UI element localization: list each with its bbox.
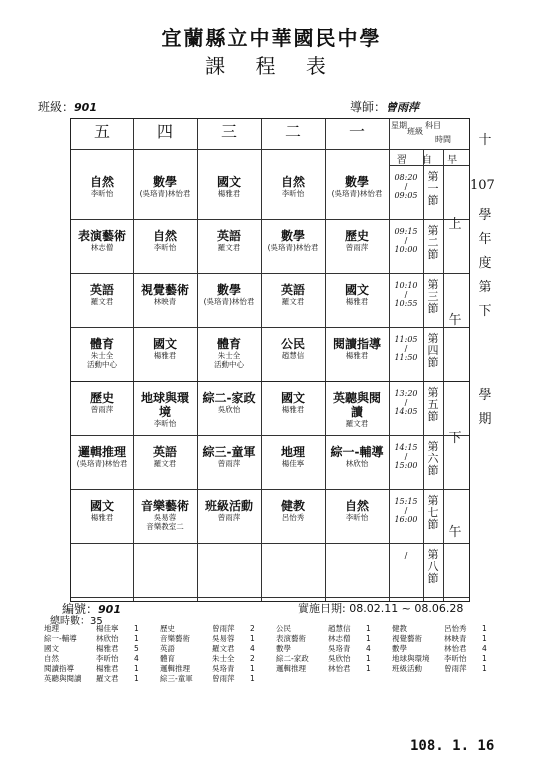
day-header-4: 二 [284,122,301,141]
summary-hours: 1 [250,674,255,683]
teacher-name: 李昕怡 [281,189,305,198]
summary-hours: 2 [250,624,255,633]
summary-teacher: 呂怡秀 [444,624,467,633]
class-cell [71,283,133,306]
period-label-6 [426,441,440,477]
summary-teacher: 林映青 [444,634,467,643]
summary-hours: 1 [366,664,371,673]
summary-subject: 視覺藝術 [392,634,422,643]
period-time-7 [389,497,423,524]
subject-name: 自然 [344,499,369,513]
summary-teacher: 楊佳寧 [96,624,119,633]
subject-name: 英聽與閱 [332,391,381,405]
period-time-3 [389,281,423,308]
summary-teacher: 曾雨萍 [444,664,467,673]
class-cell [71,499,133,522]
teacher-name: 羅文君 [217,243,241,252]
subject-name: 歷史 [89,391,114,405]
class-cell [325,229,389,252]
period-time-8 [389,551,423,560]
term-char: 期 [478,412,492,427]
teacher-name: 林志僧 [90,243,114,252]
summary-subject: 英語 [160,644,175,653]
teacher-name: 趙慧信 [281,351,305,360]
period-label-char: 三 [427,290,439,303]
subject-name: 英語 [152,445,177,459]
class-cell [261,229,325,252]
period-label-char: 第 [427,224,439,237]
class-cell [325,445,389,468]
subject-name: 表演藝術 [77,229,126,243]
subject-name: 綜一-輔導 [330,445,384,459]
time-separator: / [404,452,408,461]
class-cell [197,229,261,252]
summary-subject: 體育 [160,654,175,663]
summary-subject: 數學 [392,644,407,653]
period-label-char: 四 [427,344,439,357]
subject-name: 國文 [216,175,241,189]
period-label-char: 節 [427,410,439,423]
teacher-name: 曾雨萍 [90,405,114,414]
summary-hours: 1 [366,634,371,643]
corner-class: 班級 [407,127,423,136]
summary-hours: 4 [482,644,487,653]
summary-teacher: 吳珞青 [212,664,235,673]
summary-subject: 數學 [276,644,291,653]
period-label-char: 節 [427,248,439,261]
class-cell [71,175,133,198]
grid-hline [71,435,469,436]
class-cell [261,391,325,414]
timetable-grid [70,118,470,602]
summary-subject: 地球與環境 [392,654,430,663]
summary-teacher: 李昕怡 [444,654,467,663]
summary-subject: 綜二-家政 [276,654,309,663]
class-cell [71,391,133,414]
class-cell [197,337,261,369]
term-char: 年 [478,232,492,247]
class-cell [71,229,133,252]
period-start: 11:05 [394,335,418,344]
period-start: 13:20 [394,389,418,398]
teacher-name: 楊佳寧 [281,459,305,468]
summary-hours: 1 [366,624,371,633]
day-header-5: 一 [348,122,365,141]
period-end: 14:05 [394,407,418,416]
subject-name: 視覺藝術 [140,283,189,297]
grid-hline [71,597,469,598]
teacher-name: 吳欣怡 [217,405,241,414]
subject-name: 自然 [152,229,177,243]
summary-hours: 1 [482,664,487,673]
subject-name: 地理 [280,445,305,459]
teacher-name: 曾雨萍 [345,243,369,252]
class-cell [325,175,389,198]
subject-name: 自然 [89,175,114,189]
grid-vline [423,149,424,601]
class-cell [133,337,197,360]
summary-teacher: 李昕怡 [96,654,119,663]
subject-name: 綜三-童軍 [202,445,256,459]
teacher-name: 吳易蓉 [153,513,177,522]
period-start: 10:10 [394,281,418,290]
subject-name-cont: 境 [158,405,171,419]
class-cell [325,337,389,360]
class-cell [261,283,325,306]
teacher-name: 楊雅君 [345,351,369,360]
page-title: 課 程 表 [205,54,338,78]
subject-name: 國文 [280,391,305,405]
period-label-char: 一 [427,182,439,195]
class-cell [133,229,197,252]
self-study-label: 習 自 早 [396,155,464,166]
subject-name: 歷史 [344,229,369,243]
class-info [38,98,97,115]
corner-header [389,119,471,149]
term-char: 度 [478,256,492,271]
grid-hline [71,543,469,544]
period-label-char: 第 [427,170,439,183]
period-end: 16:00 [394,515,418,524]
summary-teacher: 林欣怡 [96,634,119,643]
hours-label: 總時數： [50,616,90,627]
period-label-char: 節 [427,464,439,477]
time-separator: / [404,344,408,353]
summary-teacher: 曾雨萍 [212,674,235,683]
period-end: 15:00 [394,461,418,470]
class-cell [197,445,261,468]
teacher-name: 羅文君 [345,419,369,428]
class-cell [261,499,325,522]
period-label-char: 六 [427,452,439,465]
teacher-name: (吳珞青)林怡君 [76,459,128,468]
summary-hours: 1 [482,634,487,643]
grid-hline [71,219,469,220]
period-label-1 [426,171,440,207]
period-time-4 [389,335,423,362]
summary-teacher: 羅文君 [96,674,119,683]
period-label-8 [426,549,440,585]
teacher-name: 林欣怡 [345,459,369,468]
teacher-name: 李昕怡 [90,189,114,198]
summary-subject: 地理 [44,624,59,633]
summary-teacher: 趙慧信 [328,624,351,633]
summary-teacher: 楊雅君 [96,664,119,673]
subject-name: 英語 [216,229,241,243]
summary-hours: 1 [482,624,487,633]
subject-name: 班級活動 [204,499,253,513]
class-cell [133,283,197,306]
teacher-name: (吳珞青)林怡君 [267,243,319,252]
subject-name: 數學 [216,283,241,297]
summary-teacher: 朱士全 [212,654,235,663]
subject-name: 自然 [280,175,305,189]
period-label-char: 節 [427,518,439,531]
time-separator: / [404,506,408,515]
class-cell [197,175,261,198]
summary-teacher: 林志僧 [328,634,351,643]
subject-name-cont: 讀 [350,405,363,419]
period-label-char: 二 [427,236,439,249]
code-label: 編號： [62,602,99,616]
teacher-name: 楊雅君 [153,351,177,360]
class-cell [261,175,325,198]
period-label-char: 第 [427,440,439,453]
summary-subject: 班級活動 [392,664,422,673]
period-time-6 [389,443,423,470]
period-end: 10:00 [394,245,418,254]
mentor-value: 曾雨萍 [386,101,420,114]
period-start: 15:15 [394,497,418,506]
grid-hline [71,273,469,274]
subject-name: 公民 [280,337,305,351]
teacher-name: (吳珞青)林怡君 [139,189,191,198]
corner-week: 星期 [391,121,407,130]
period-end: 11:50 [394,353,418,362]
subject-name: 綜二-家政 [202,391,256,405]
period-label-char: 第 [427,494,439,507]
school-name: 宜蘭縣立中華國民中學 [161,26,382,50]
teacher-name: (吳珞青)林怡君 [331,189,383,198]
summary-subject: 公民 [276,624,291,633]
period-label-3 [426,279,440,315]
summary-subject: 閱讀指導 [44,664,74,673]
day-header-1: 五 [93,122,110,141]
class-cell [133,175,197,198]
class-cell [325,283,389,306]
subject-name: 地球與環 [140,391,189,405]
teacher-name: 楊雅君 [217,189,241,198]
period-label-2 [426,225,440,261]
summary-hours: 1 [482,654,487,663]
summary-teacher: 吳易蓉 [212,634,235,643]
period-label-char: 節 [427,572,439,585]
teacher-name: 楊雅君 [281,405,305,414]
subject-name: 英語 [280,283,305,297]
subject-name: 音樂藝術 [140,499,189,513]
summary-subject: 音樂藝術 [160,634,190,643]
period-time-2 [389,227,423,254]
summary-subject: 邏輯推理 [276,664,306,673]
hours-value: 35 [90,616,103,627]
term-char: 學 [478,208,492,223]
summary-hours: 1 [250,634,255,643]
subject-name: 健教 [280,499,305,513]
subject-name: 國文 [344,283,369,297]
mentor-label: 導師： [350,100,387,114]
teacher-name: 楊雅君 [90,513,114,522]
class-cell [71,445,133,468]
grid-hline [71,327,469,328]
period-end: 10:55 [394,299,418,308]
class-cell [197,391,261,414]
time-separator: / [404,182,408,191]
period-label-5 [426,387,440,423]
teacher-name: 羅文君 [153,459,177,468]
class-cell [197,499,261,522]
class-cell [325,499,389,522]
term-char: 學 [478,388,492,403]
summary-teacher: 吳欣怡 [328,654,351,663]
summary-hours: 2 [250,654,255,663]
class-value: 901 [74,101,97,114]
effective-dates: 實施日期: 08.02.11 ~ 08.06.28 [298,602,464,615]
teacher-name: 呂怡秀 [281,513,305,522]
period-label-char: 第 [427,278,439,291]
summary-hours: 1 [134,624,139,633]
summary-teacher: 羅文君 [212,644,235,653]
summary-hours: 5 [134,644,139,653]
time-separator: / [404,236,408,245]
time-separator: / [404,551,408,560]
afternoon-label: 下 [448,431,462,446]
period-label-char: 五 [427,398,439,411]
term-char: 下 [478,304,492,319]
period-label-char: 第 [427,386,439,399]
class-cell [261,337,325,360]
teacher-name: 曾雨萍 [217,513,241,522]
day-header-3: 三 [220,122,237,141]
day-header-2: 四 [156,122,173,141]
teacher-name: 羅文君 [281,297,305,306]
period-label-char: 八 [427,560,439,573]
time-separator: / [404,398,408,407]
summary-hours: 4 [250,644,255,653]
grid-hline [71,381,469,382]
morning-label: 午 [448,313,462,328]
subject-name: 數學 [344,175,369,189]
grid-hline [71,149,469,150]
teacher-name: 楊雅君 [345,297,369,306]
teacher-name: 李昕怡 [153,243,177,252]
class-cell [197,283,261,306]
date-stamp: 108. 1. 16 [410,738,495,754]
period-time-5 [389,389,423,416]
class-cell [325,391,389,428]
school-year: 107 [470,178,495,193]
period-label-char: 節 [427,302,439,315]
room-name: 音樂教室二 [146,522,184,531]
period-label-char: 七 [427,506,439,519]
summary-hours: 1 [134,664,139,673]
subject-name: 國文 [152,337,177,351]
teacher-name: 朱士全 [217,351,241,360]
morning-label: 上 [448,217,462,232]
class-cell [133,391,197,428]
summary-subject: 自然 [44,654,59,663]
summary-subject: 國文 [44,644,59,653]
mentor-info [350,98,419,115]
summary-teacher: 曾雨萍 [212,624,235,633]
subject-name: 數學 [152,175,177,189]
afternoon-label: 午 [448,525,462,540]
teacher-name: (吳珞青)林怡君 [203,297,255,306]
subject-name: 英語 [89,283,114,297]
period-end: 09:05 [394,191,418,200]
subject-name: 數學 [280,229,305,243]
period-start: 14:15 [394,443,418,452]
summary-hours: 4 [134,654,139,663]
subject-name: 體育 [216,337,241,351]
teacher-name: 羅文君 [90,297,114,306]
summary-subject: 綜一-輔導 [44,634,77,643]
period-start: 08:20 [394,173,418,182]
class-label: 班級： [38,100,75,114]
summary-subject: 英聽與閱讀 [44,674,82,683]
room-name: 活動中心 [87,360,117,369]
class-cell [133,445,197,468]
summary-teacher: 楊雅君 [96,644,119,653]
summary-teacher: 林怡君 [328,664,351,673]
teacher-name: 朱士全 [90,351,114,360]
period-start: 09:15 [394,227,418,236]
summary-subject: 綜三-童軍 [160,674,193,683]
corner-subject: 科目 [425,121,441,130]
grid-hline [71,489,469,490]
class-cell [261,445,325,468]
teacher-name: 曾雨萍 [217,459,241,468]
teacher-name: 李昕怡 [345,513,369,522]
time-separator: / [404,290,408,299]
summary-hours: 1 [134,634,139,643]
class-cell [133,499,197,531]
summary-hours: 1 [250,664,255,673]
summary-hours: 4 [366,644,371,653]
period-label-4 [426,333,440,369]
summary-subject: 歷史 [160,624,175,633]
summary-subject: 健教 [392,624,407,633]
subject-name: 體育 [89,337,114,351]
corner-time: 時間 [435,135,451,144]
period-label-char: 第 [427,548,439,561]
period-label-7 [426,495,440,531]
summary-teacher: 林怡君 [444,644,467,653]
period-label-char: 第 [427,332,439,345]
class-cell [71,337,133,369]
subject-name: 閱讀指導 [332,337,381,351]
subject-name: 國文 [89,499,114,513]
summary-hours: 1 [134,674,139,683]
period-label-char: 節 [427,356,439,369]
summary-hours: 1 [366,654,371,663]
summary-subject: 邏輯推理 [160,664,190,673]
room-name: 活動中心 [214,360,244,369]
code-value: 901 [98,603,121,616]
teacher-name: 李昕怡 [153,419,177,428]
term-top: 十 [478,133,492,148]
summary-subject: 表演藝術 [276,634,306,643]
term-char: 第 [478,280,492,295]
subject-name: 邏輯推理 [77,445,126,459]
period-time-1 [389,173,423,200]
period-label-char: 節 [427,194,439,207]
summary-teacher: 吳珞青 [328,644,351,653]
teacher-name: 林映青 [153,297,177,306]
